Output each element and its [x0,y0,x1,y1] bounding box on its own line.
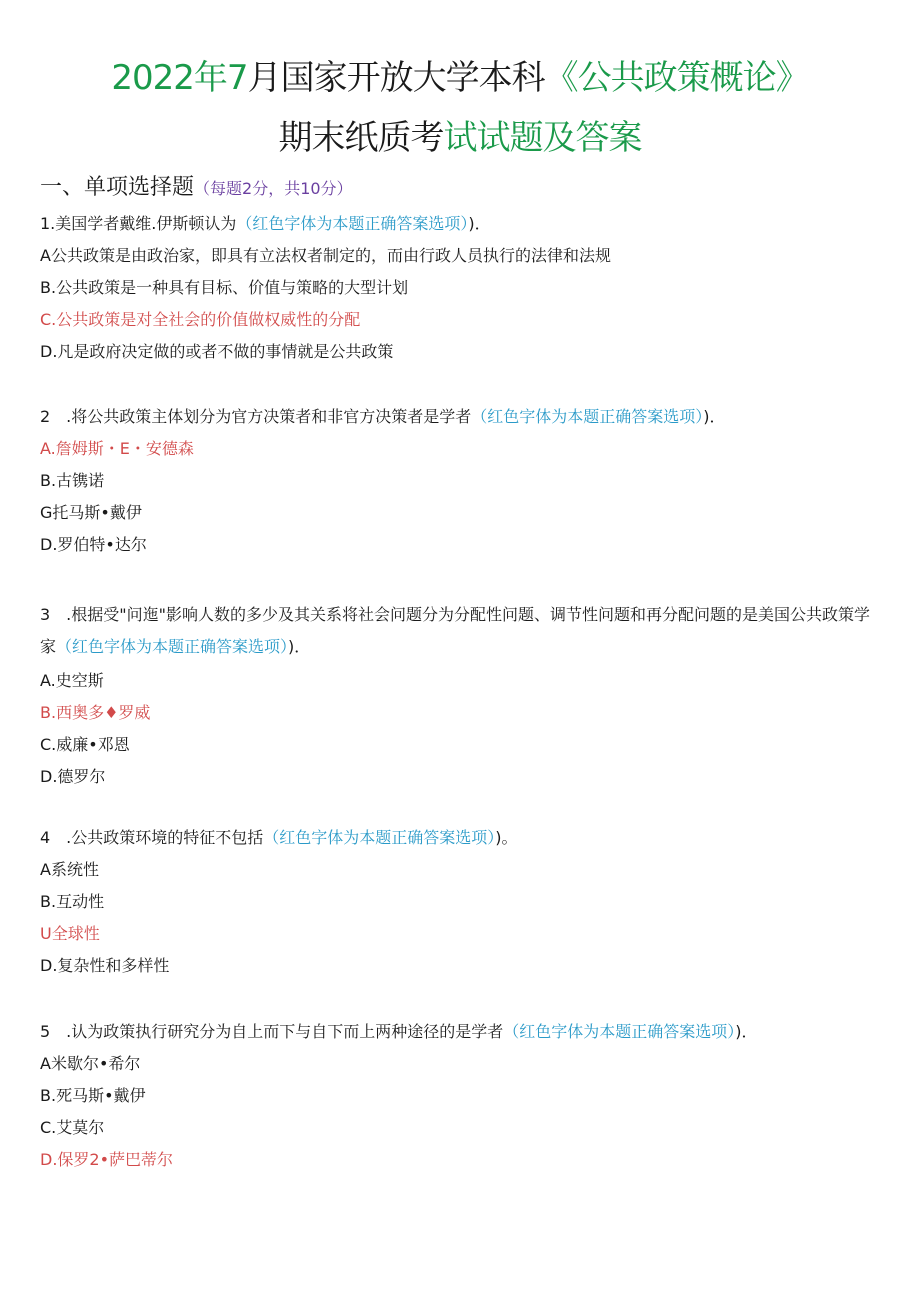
question-stem-end: )。 [495,828,518,847]
option-a-correct: A.詹姆斯・E・安德森 [40,439,194,458]
question-stem-text: 4 .公共政策环境的特征不包括 [40,828,264,847]
option-c: C.艾莫尔 [40,1118,105,1137]
question-stem [40,599,880,663]
option-d: D.复杂性和多样性 [40,956,170,975]
document-title-line-1 [0,56,920,100]
option-b-correct: B.西奥多♦罗威 [40,703,151,722]
section-heading [40,172,353,205]
option-c: G托马斯•戴伊 [40,503,142,522]
option-d-correct: D.保罗2•萨巴蒂尔 [40,1150,174,1169]
section-title: 一、单项选择题 [40,175,195,200]
option-c-correct: U全球性 [40,924,100,943]
option-b: B.古镌诺 [40,471,105,490]
question-stem-end: )． [288,637,311,656]
answer-hint: （红色字体为本题正确答案选项） [236,214,469,233]
option-b: B.公共政策是一种具有目标、价值与策略的大型计划 [40,278,409,297]
option-d: D.罗伯特•达尔 [40,535,147,554]
answer-hint: （红色字体为本题正确答案选项） [503,1022,736,1041]
answer-hint: （红色字体为本题正确答案选项） [56,637,289,656]
option-d: D.德罗尔 [40,767,106,786]
question-stem-text: 5 .认为政策执行研究分为自上而下与自下而上两种途径的是学者 [40,1022,504,1041]
question-stem [40,212,880,236]
option-a: A系统性 [40,860,99,879]
answer-hint: （红色字体为本题正确答案选项） [471,407,704,426]
question-1 [40,212,880,364]
question-stem-end: )． [703,407,726,426]
title-middle: 月国家开放大学本科 [247,58,545,98]
title-course: 《公共政策概论》 [544,58,809,98]
title-dark-part: 期末纸质考 [278,118,444,158]
option-a: A公共政策是由政治家，即具有立法权者制定的，而由行政人员执行的法律和法规 [40,246,611,265]
question-3 [40,599,880,789]
document-title-line-2 [0,116,920,160]
question-5 [40,1020,880,1172]
question-4 [40,826,880,978]
question-stem [40,1020,880,1044]
question-2 [40,405,880,557]
question-stem-text: 3 .根据受"问迤"影响人数的多少及其关系将社会问题分为分配性问题、调节性问题和再分配问题的是美国公共政策学家 [40,605,870,656]
option-c-correct: C.公共政策是对全社会的价值做权威性的分配 [40,310,361,329]
answer-hint: （红色字体为本题正确答案选项） [263,828,496,847]
question-stem-text: 2 .将公共政策主体划分为官方决策者和非官方决策者是学者 [40,407,472,426]
title-green-part: 试试题及答案 [443,118,642,158]
option-a: A米歇尔•希尔 [40,1054,141,1073]
question-stem-end: )． [735,1022,758,1041]
question-stem-end: )． [468,214,491,233]
question-stem [40,405,880,429]
option-d: D.凡是政府决定做的或者不做的事情就是公共政策 [40,342,394,361]
option-a: A.史空斯 [40,671,104,690]
question-stem [40,826,880,850]
option-c: C.威廉•邓恩 [40,735,130,754]
section-note: （每题2分，共10分） [194,179,353,198]
title-year: 2022年7 [111,58,248,98]
question-stem-text: 1.美国学者戴维.伊斯顿认为 [40,214,237,233]
option-b: B.死马斯•戴伊 [40,1086,146,1105]
option-b: B.互动性 [40,892,105,911]
